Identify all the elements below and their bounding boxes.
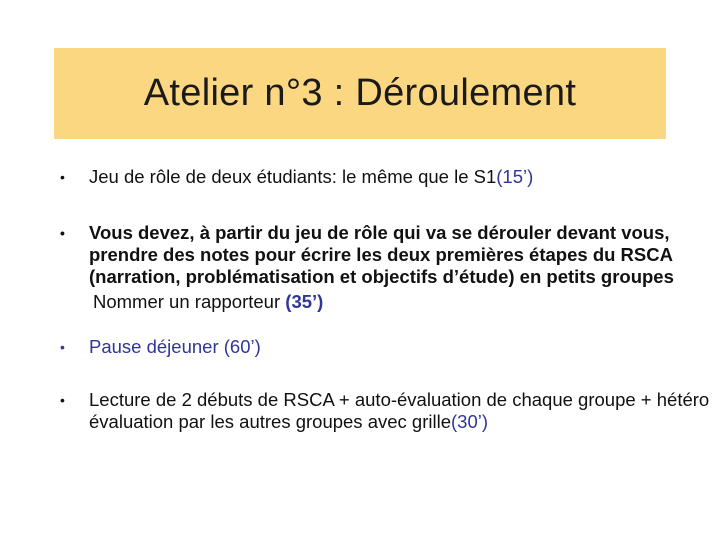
duration-label: (30’) xyxy=(451,411,489,432)
bullet-text: Lecture de 2 débuts de RSCA + auto-évaluation de chaque groupe + hétéro évaluation par les autres groupes avec grille xyxy=(89,389,710,432)
bullet-item-role-play xyxy=(60,166,710,188)
bullet-item-reading xyxy=(60,389,710,433)
bullet-text: Vous devez, à partir du jeu de rôle qui va se dérouler devant vous, prendre des notes pour écrire les deux premières étapes du RSCA (narration, problématisation et objectifs d’étude) en petits groupes xyxy=(89,222,674,287)
bullet-dot-icon: • xyxy=(60,169,65,185)
bullet-dot-icon: • xyxy=(60,392,65,408)
bullet-text: Jeu de rôle de deux étudiants: le même que le S1 xyxy=(89,166,497,187)
bullet-item-lunch-break xyxy=(60,336,710,358)
bullet-dot-icon: • xyxy=(60,339,65,355)
duration-label: (35’) xyxy=(285,291,324,312)
duration-label: (15’) xyxy=(496,166,534,187)
bullet-list xyxy=(60,166,710,433)
bullet-text: Pause déjeuner (60’) xyxy=(89,336,261,357)
bullet-dot-icon: • xyxy=(60,225,65,241)
bullet-subline xyxy=(89,291,710,313)
title-banner xyxy=(54,48,666,139)
rapporteur-text: Nommer un rapporteur xyxy=(93,291,286,312)
bullet-item-note-taking xyxy=(60,222,710,313)
slide-title: Atelier n°3 : Déroulement xyxy=(143,72,577,114)
